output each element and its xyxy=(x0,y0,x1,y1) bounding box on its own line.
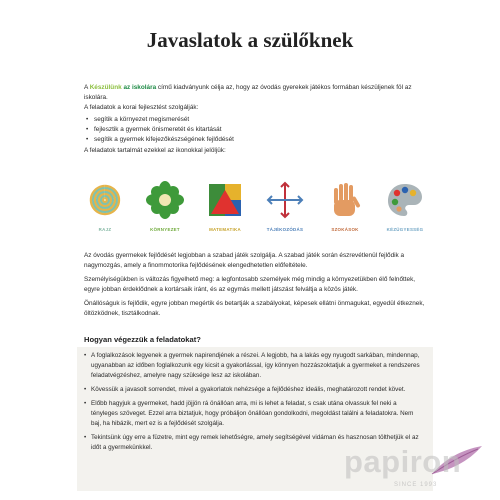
spiral-icon xyxy=(85,180,125,220)
icon-item-kornyezet xyxy=(140,176,190,246)
intro-paragraph xyxy=(84,83,429,103)
intro-section xyxy=(84,83,429,156)
list-item: • segítik a környezet megismerését xyxy=(94,115,429,125)
icon-item-tajekozodas xyxy=(260,176,310,246)
icon-label: RAJZ xyxy=(98,227,112,232)
page-title: Javaslatok a szülőknek xyxy=(146,28,354,52)
watermark-text: papiron xyxy=(344,444,462,479)
list-item: • segítik a gyermek kifejezőkészségének fejlődését xyxy=(94,135,429,145)
body-paragraph: Személyiségükben is változás figyelhető meg: a legfontosabb személyek még mindig a környezetükben élő felnőttek, egyre jobban érdeklődnek a kortársaik iránt, és az egymás mellett játszást felváltja a közös játék. xyxy=(84,275,416,294)
flower-icon xyxy=(145,180,185,220)
intro-line-3: A feladatok tartalmát ezekkel az ikonokkal jelöljük: xyxy=(84,147,226,155)
icon-item-matematika xyxy=(200,176,250,246)
watermark-subtext: SINCE 1993 xyxy=(394,482,438,488)
palette-icon xyxy=(385,180,425,220)
icon-item-kezugyesseg xyxy=(380,176,430,246)
tips-list xyxy=(77,347,433,453)
list-item: • fejlesztik a gyermek önismeretét és kitartását xyxy=(94,125,429,135)
list-item: • Előbb hagyjuk a gyermeket, hadd jöjjön rá önállóan arra, mi is lehet a feladat, s csak utána olvassuk fel neki a tényleges szöveget. Ezzel arra biztatjuk, hogy próbáljon önállóan gondolkodni, megoldást találni a feladatokra. Nem baj, ha hibázik, mert ez is a fejlődését szolgálja. xyxy=(91,399,425,429)
intro-text-rest: című kiadványunk célja az, hogy az óvodás gyerekek játékos formában készüljenek föl az iskolára. xyxy=(84,84,412,102)
intro-line-2: A feladatok a korai fejlesztést szolgálják: xyxy=(84,104,199,112)
icon-label: SZOKÁSOK xyxy=(331,227,359,232)
icon-label: KÉZÜGYESSÉG xyxy=(386,227,424,232)
shapes-icon xyxy=(205,180,245,220)
list-item: • Tekintsünk úgy erre a füzetre, mint egy remek lehetőségre, amely segítségével vidáman és hasznosan tölthetjük el az időt a gyermekünkkel. xyxy=(91,433,425,453)
list-item: • A foglalkozások legyenek a gyermek napirendjének a részei. A legjobb, ha a lakás egy nyugodt sarkában, mindennap, ugyanabban az időben foglalkozunk egy kicsit a gyakorlással, így könnyen hozzászoktatjuk a gyermeket a rendszeres feladatvégzéshez, amelyre nagy szüksége lesz az iskolában. xyxy=(91,351,425,381)
section-heading: Hogyan végezzük a feladatokat? xyxy=(84,335,201,344)
icon-item-rajz xyxy=(80,176,130,246)
intro-text: A xyxy=(84,84,90,91)
watermark-logo xyxy=(332,440,492,496)
intro-bullet-list xyxy=(84,115,429,146)
icon-label: KÖRNYEZET xyxy=(150,227,180,232)
hand-icon xyxy=(325,180,365,220)
list-item: • Kövessük a javasolt sorrendet, mivel a gyakorlatok nehézsége a fejlődéshez ideális, meghatározott rendet követ. xyxy=(91,385,425,395)
brand-name-suffix: az iskolára xyxy=(123,84,157,91)
icon-item-szokasok xyxy=(320,176,370,246)
body-paragraph: Önállóságuk is fejlődik, egyre jobban megértik és betartják a szabályokat, képesek ellátni önmagukat, egyedül étkeznek, öltözködnek, tisztálkodnak. xyxy=(84,299,425,318)
arrows-icon xyxy=(265,180,305,220)
brand-name: Készülünk xyxy=(89,84,122,91)
icon-legend xyxy=(80,176,430,246)
body-paragraph: Az óvodás gyermekek fejlődését legjobban a szabad játék szolgálja. A szabad játék során észrevétlenül fejlődik a nagymozgás, amely a finommotorika fejlődésének elengedhetetlen előfeltétele. xyxy=(84,252,405,270)
icon-label: TÁJÉKOZÓDÁS xyxy=(266,227,304,232)
body-text xyxy=(84,251,429,323)
icon-label: MATEMATIKA xyxy=(209,227,241,232)
